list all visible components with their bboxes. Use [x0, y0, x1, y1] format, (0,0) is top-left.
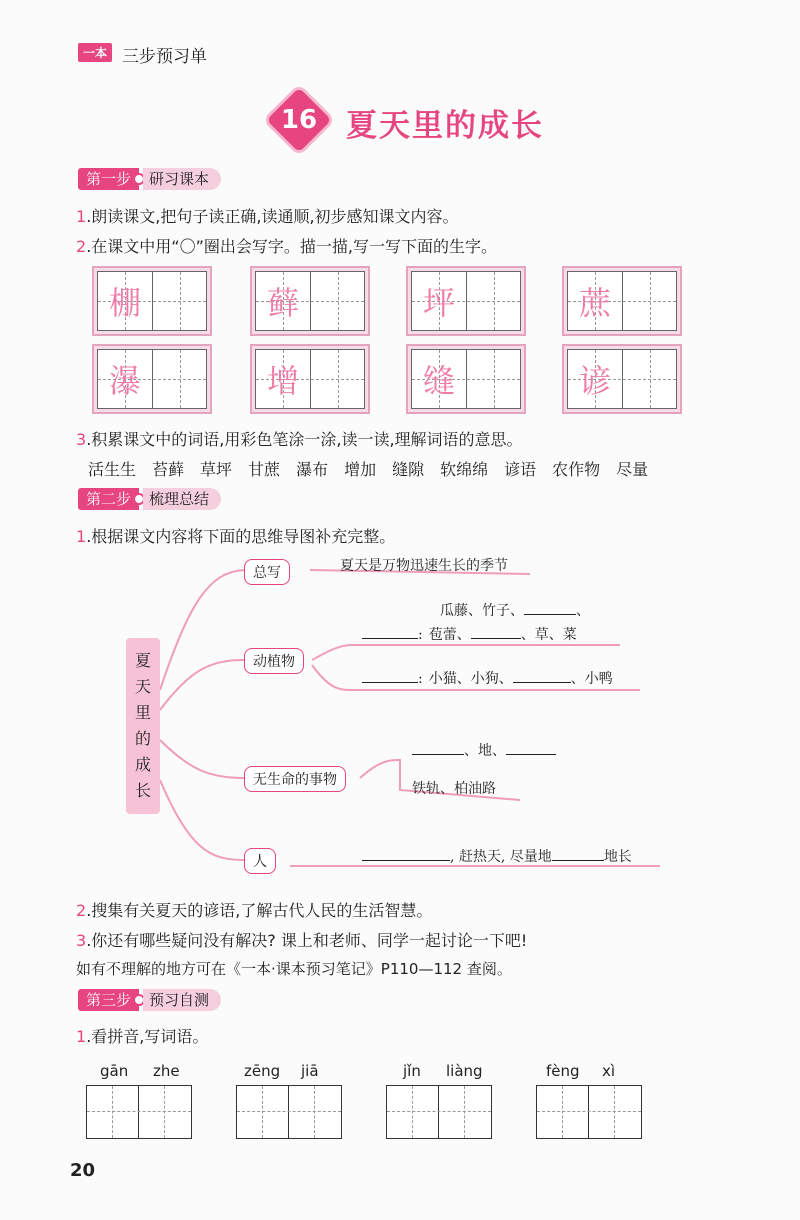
model-char: 谚: [568, 350, 623, 408]
step3-q1: 1.看拼音,写词语。: [76, 1027, 209, 1046]
step1-q3: 3.积累课文中的词语,用彩色笔涂一涂,读一读,理解词语的意思。: [76, 430, 523, 449]
node-life: 动植物: [244, 648, 304, 674]
page-number: 20: [70, 1160, 96, 1181]
pinyin-a3: jǐn: [403, 1062, 421, 1080]
nonliving-line2: 铁轨、柏油路: [412, 781, 496, 797]
brand-badge: 一本: [78, 43, 112, 62]
step1-title: 研习课本: [143, 168, 221, 190]
animals-line: : 小猫、小狗、 、小鸭: [362, 668, 613, 688]
nonliving-line1: 、地、: [412, 740, 556, 760]
pinyin-a4: fèng: [546, 1062, 580, 1080]
step1-tag: 第一步: [78, 168, 139, 190]
model-char: 蔗: [568, 272, 623, 330]
vocab-word: 软绵绵: [440, 460, 489, 479]
model-char: 棚: [98, 272, 153, 330]
vocab-word: 增加: [344, 460, 377, 479]
answer-grid-2[interactable]: [236, 1085, 342, 1139]
step3-header: [78, 989, 221, 1011]
model-char: 瀑: [98, 350, 153, 408]
mindmap-root: 夏 天 里 的 成 长: [126, 638, 160, 814]
vocab-word: 活生生: [88, 460, 137, 479]
connector-total: [160, 570, 244, 690]
vocab-word: 农作物: [552, 460, 601, 479]
step2-q1: 1.根据课文内容将下面的思维导图补充完整。: [76, 527, 396, 546]
pinyin-b3: liàng: [446, 1062, 483, 1080]
vocab-word: 草坪: [200, 460, 233, 479]
connector-nonliving: [160, 740, 244, 778]
pinyin-a1: gān: [100, 1062, 129, 1080]
step2-title: 梳理总结: [143, 488, 221, 510]
node-people: 人: [244, 848, 276, 874]
model-char: 缝: [412, 350, 467, 408]
pinyin-b4: xì: [602, 1062, 616, 1080]
step3-title: 预习自测: [143, 989, 221, 1011]
vocab-word: 瀑布: [296, 460, 329, 479]
node-total: 总写: [244, 559, 290, 585]
step3-tag: 第三步: [78, 989, 139, 1011]
pinyin-b1: zhe: [153, 1062, 180, 1080]
step1-q2: 2.在课文中用“〇”圈出会写字。描一描,写一写下面的生字。: [76, 237, 497, 256]
pinyin-a2: zēng: [244, 1062, 281, 1080]
model-char: 增: [256, 350, 311, 408]
brace-plants: [312, 645, 620, 660]
vocab-word: 尽量: [616, 460, 649, 479]
model-char: 坪: [412, 272, 467, 330]
total-text: 夏天是万物迅速生长的季节: [340, 558, 508, 574]
connector-people: [160, 780, 244, 860]
plants-line1: 瓜藤、竹子、 、: [440, 603, 590, 619]
step2-q2: 2.搜集有关夏天的谚语,了解古代人民的生活智慧。: [76, 901, 433, 920]
step2-note: 如有不理解的地方可在《一本·课本预习笔记》P110—112 查阅。: [76, 960, 512, 978]
step1-q1: 1.朗读课文,把句子读正确,读通顺,初步感知课文内容。: [76, 207, 459, 226]
answer-grid-3[interactable]: [386, 1085, 492, 1139]
step2-tag: 第二步: [78, 488, 139, 510]
answer-grid-4[interactable]: [536, 1085, 642, 1139]
node-nonliving: 无生命的事物: [244, 766, 346, 792]
model-char: 藓: [256, 272, 311, 330]
lesson-title: 夏天里的成长: [346, 108, 544, 144]
pinyin-b2: jiā: [301, 1062, 319, 1080]
step2-q3: 3.你还有哪些疑问没有解决? 课上和老师、同学一起讨论一下吧!: [76, 931, 528, 950]
vocab-word: 缝隙: [392, 460, 425, 479]
series-title: 三步预习单: [122, 47, 207, 67]
answer-grid-1[interactable]: [86, 1085, 192, 1139]
vocab-word: 甘蔗: [248, 460, 281, 479]
people-line: , 赶热天, 尽量地 地长: [362, 846, 632, 866]
plants-line2: : 苞蕾、 、草、菜: [362, 624, 577, 644]
connector-life: [160, 660, 244, 710]
vocab-word: 谚语: [504, 460, 537, 479]
vocab-word: 苔藓: [152, 460, 185, 479]
lesson-number: 16: [280, 105, 318, 135]
